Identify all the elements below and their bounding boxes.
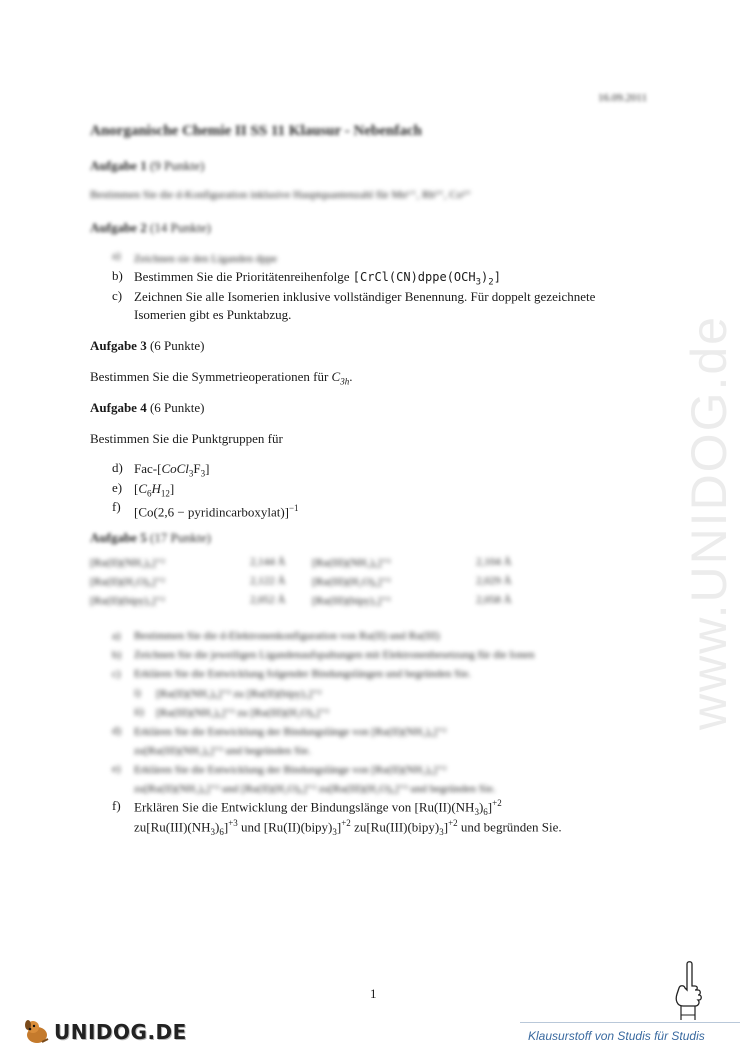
task-5-item — [112, 687, 672, 706]
task-4d-label: d) — [112, 460, 123, 475]
task-5-item-text: zu[Ru(III)(NH₃)₆]⁺³ und begründen Sie. — [134, 745, 311, 757]
task-4d-text: Fac-$[CoCl_3F_3]$ — [134, 461, 210, 479]
task-5-item-text: Erklären Sie die Entwicklung der Bindungslänge von [Ru(II)(NH₃)₆]⁺² — [134, 764, 447, 776]
bond-length-cell: 2,144 Å — [250, 556, 286, 568]
task-2-title: Aufgabe 2 — [90, 220, 147, 235]
task-4e-text: $[C_6H_{12}]$ — [134, 481, 175, 499]
task-1-heading — [90, 158, 204, 174]
bond-length-table — [90, 556, 510, 613]
bond-length-cell: 2,052 Å — [250, 594, 286, 606]
dog-mascot-icon — [22, 1016, 52, 1046]
task-5-item-text: [Ru(II)(NH₃)₆]⁺² zu [Ru(II)(bipy)₃]⁺² — [156, 688, 322, 700]
task-5-title: Aufgabe 5 — [90, 530, 147, 545]
task-1-text: Bestimmen Sie die d-Konfiguration inklusive Hauptquantenzahl für Mn⁶⁺, Rh³⁺, Co²⁺ — [90, 189, 472, 201]
footer-divider — [520, 1022, 740, 1023]
task-5-item-text: Erklären Sie die Entwicklung der Bindungslänge von [Ru(II)(NH₃)₆]⁺² — [134, 726, 447, 738]
task-4-heading — [90, 400, 204, 416]
task-5-item — [112, 763, 672, 782]
bond-length-cell: 2,029 Å — [476, 575, 512, 587]
bond-length-cell: 2,122 Å — [250, 575, 286, 587]
unidog-logo — [22, 1016, 192, 1046]
bond-length-cell: 2,058 Å — [476, 594, 512, 606]
task-5-heading — [90, 530, 211, 546]
watermark: www.UNIDOG.de — [681, 315, 737, 730]
task-5-item-label: a) — [112, 630, 121, 642]
exam-date: 16.09.2011 — [598, 92, 648, 104]
task-5f-line-2: $zu[Ru(III)(NH_3)_6]^{+3}$ und $[Ru(II)(bipy)_3]^{+2}$ $zu[Ru(III)(bipy)_3]^{+2}$ und begründen Sie. — [134, 818, 562, 837]
task-5-item — [112, 744, 672, 763]
task-5-item-text: Bestimmen Sie die d-Elektronenkonfiguration von Ru(II) und Ru(III) — [134, 630, 440, 642]
logo-text: UNIDOG.DE — [54, 1020, 187, 1044]
task-2b-question: Bestimmen Sie die Prioritätenreihenfolge — [134, 269, 350, 284]
task-2c-line-1: Zeichnen Sie alle Isomerien inklusive vollständiger Benennung. Für doppelt gezeichnete — [134, 289, 596, 304]
task-2b-label: b) — [112, 268, 123, 283]
task-4f-text: [Co(2,6 − pyridincarboxylat)]$^{-1}$ — [134, 503, 299, 520]
task-4-text: Bestimmen Sie die Punktgruppen für — [90, 431, 283, 446]
task-5-item-text: Zeichnen Sie die jeweiligen Ligandenaufspaltungen mit Elektronenbesetzung für die Ionen — [134, 649, 535, 661]
task-5-blurred-items — [112, 630, 672, 801]
task-5f-label: f) — [112, 798, 121, 813]
page-number: 1 — [370, 986, 377, 1001]
task-5-item-label: b) — [112, 649, 122, 661]
bond-length-row — [90, 594, 510, 613]
task-5-item-label: i) — [134, 687, 141, 699]
task-2-heading — [90, 220, 211, 236]
task-4-points: (6 Punkte) — [149, 400, 205, 415]
task-4e-label: e) — [112, 480, 123, 495]
task-5-item-label: e) — [112, 763, 121, 775]
task-4f-label: f) — [112, 499, 121, 514]
task-5-item — [112, 649, 672, 668]
task-2a-text: Zeichnen sie den Liganden dppe — [134, 253, 277, 265]
task-3-heading — [90, 338, 204, 354]
bond-length-cell: 2,104 Å — [476, 556, 512, 568]
pointing-hand-icon — [665, 960, 713, 1022]
task-5-item — [112, 630, 672, 649]
bond-length-row — [90, 575, 510, 594]
task-2b-formula: $[CrCl(CN)dppe(OCH_3)_2]$ — [352, 270, 501, 288]
complex-cell: [Ru(II)(NH₃)₆]⁺² — [90, 557, 165, 569]
task-2c-text — [134, 288, 664, 324]
task-4-title: Aufgabe 4 — [90, 400, 147, 415]
task-5-item-text: zu[Ru(II)(NH₃)₆]⁺² und [Ru(II)(H₂O)₆]⁺² zu[Ru(III)(H₂O)₆]⁺³ und begründen Sie. — [134, 783, 496, 795]
complex-cell: [Ru(III)(H₂O)₆]⁺³ — [312, 576, 391, 588]
task-5-item — [112, 668, 672, 687]
task-5-item — [112, 725, 672, 744]
task-1-points: (9 Punkte) — [149, 158, 205, 173]
complex-cell: [Ru(III)(bipy)₃]⁺³ — [312, 595, 391, 607]
task-1-title: Aufgabe 1 — [90, 158, 147, 173]
task-5-item-label: d) — [112, 725, 122, 737]
task-2c-line-2: Isomerien gibt es Punktabzug. — [134, 307, 292, 322]
task-3-symmetry: $C_{3h}$ — [331, 369, 350, 387]
task-3-title: Aufgabe 3 — [90, 338, 147, 353]
task-2-points: (14 Punkte) — [149, 220, 211, 235]
task-5-item-label: ii) — [134, 706, 144, 718]
task-2a-label: a) — [112, 250, 121, 262]
task-5-item-text: [Ru(III)(NH₃)₆]⁺³ zu [Ru(III)(H₂O)₆]⁺³ — [156, 707, 329, 719]
task-5-item-text: Erklären Sie die Entwicklung folgender Bindungslängen und begründen Sie. — [134, 668, 471, 680]
exam-title: Anorganische Chemie II SS 11 Klausur - Nebenfach — [90, 123, 422, 139]
complex-cell: [Ru(II)(H₂O)₆]⁺² — [90, 576, 165, 588]
complex-cell: [Ru(III)(NH₃)₆]⁺³ — [312, 557, 391, 569]
task-2c-label: c) — [112, 288, 123, 303]
footer-slogan: Klausurstoff von Studis für Studis — [528, 1029, 705, 1043]
task-5-item — [112, 706, 672, 725]
task-3-text: Bestimmen Sie die Symmetrieoperationen für $C_{3h}$. — [90, 369, 353, 387]
bond-length-row — [90, 556, 510, 575]
complex-cell: [Ru(II)(bipy)₃]⁺² — [90, 595, 165, 607]
task-5-item-label: c) — [112, 668, 121, 680]
task-5f-line-1: Erklären Sie die Entwicklung der Bindungslänge von $[Ru(II)(NH_3)_6]^{+2}$ — [134, 798, 502, 817]
task-3-points: (6 Punkte) — [149, 338, 205, 353]
task-5-points: (17 Punkte) — [149, 530, 211, 545]
